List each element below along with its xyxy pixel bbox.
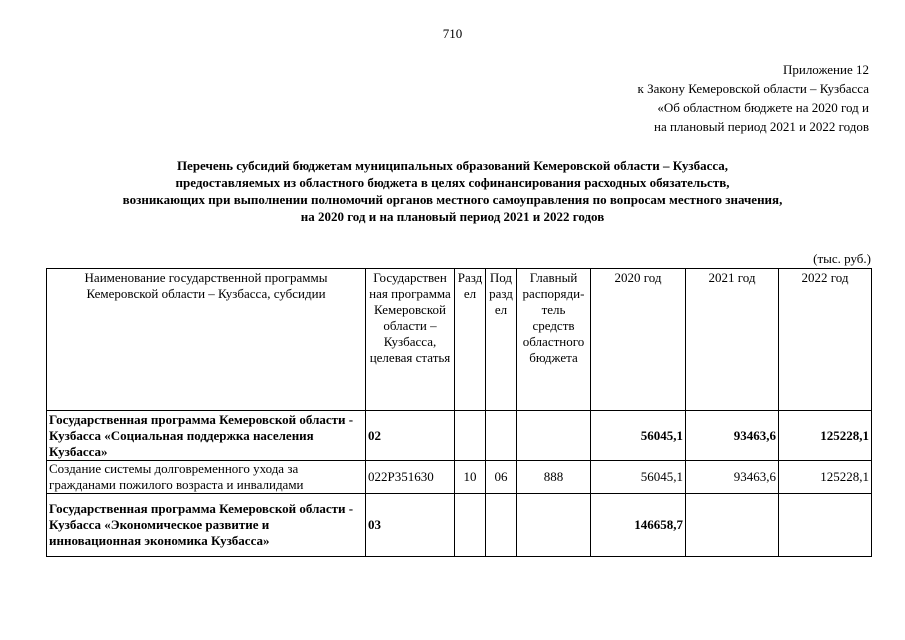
- cell-name: Государственная программа Кемеровской области - Кузбасса «Социальная поддержка населения Кузбасса»: [47, 411, 366, 461]
- title-line-1: Перечень субсидий бюджетам муниципальных образований Кемеровской области – Кузбасса,: [176, 158, 729, 173]
- cell-2022: 125228,1: [779, 411, 872, 461]
- cell-section: 10: [455, 461, 486, 494]
- cell-2020: 56045,1: [591, 411, 686, 461]
- cell-2022: 125228,1: [779, 461, 872, 494]
- cell-subsection: [486, 494, 517, 557]
- header-2021: 2021 год: [686, 269, 779, 411]
- cell-program: 022P351630: [366, 461, 455, 494]
- units-label: (тыс. руб.): [813, 251, 871, 266]
- appendix-line-1: Приложение 12: [782, 62, 869, 77]
- cell-name: Создание системы долговременного ухода за гражданами пожилого возраста и инвалидами: [47, 461, 366, 494]
- cell-program: 03: [366, 494, 455, 557]
- header-2022: 2022 год: [779, 269, 872, 411]
- appendix-reference: [638, 60, 870, 136]
- table-row: [47, 494, 872, 557]
- appendix-line-3: «Об областном бюджете на 2020 год и: [657, 100, 869, 115]
- header-program: Государствен ная программа Кемеровской области – Кузбасса, целевая статья: [366, 269, 455, 411]
- cell-subsection: [486, 411, 517, 461]
- cell-manager: [517, 494, 591, 557]
- cell-name: Государственная программа Кемеровской области - Кузбасса «Экономическое развитие и инновационная экономика Кузбасса»: [47, 494, 366, 557]
- cell-2020: 56045,1: [591, 461, 686, 494]
- cell-section: [455, 494, 486, 557]
- title-line-3: возникающих при выполнении полномочий органов местного самоуправления по вопросам местного значения,: [122, 192, 783, 207]
- cell-2022: [779, 494, 872, 557]
- cell-subsection: 06: [486, 461, 517, 494]
- cell-program: 02: [366, 411, 455, 461]
- title-line-4: на 2020 год и на плановый период 2021 и 2022 годов: [300, 209, 605, 224]
- header-section: Разд ел: [455, 269, 486, 411]
- appendix-line-2: к Закону Кемеровской области – Кузбасса: [637, 81, 869, 96]
- document-title: [60, 157, 845, 225]
- table-header-row: [47, 269, 872, 411]
- header-2020: 2020 год: [591, 269, 686, 411]
- header-subsection: Под разд ел: [486, 269, 517, 411]
- header-name: Наименование государственной программы Кемеровской области – Кузбасса, субсидии: [47, 269, 366, 411]
- header-manager: Главный распоряди- тель средств областного бюджета: [517, 269, 591, 411]
- cell-2020: 146658,7: [591, 494, 686, 557]
- cell-section: [455, 411, 486, 461]
- title-line-2: предоставляемых из областного бюджета в целях софинансирования расходных обязательств,: [175, 175, 730, 190]
- cell-2021: 93463,6: [686, 411, 779, 461]
- cell-manager: [517, 411, 591, 461]
- appendix-line-4: на плановый период 2021 и 2022 годов: [654, 119, 869, 134]
- table-row: [47, 461, 872, 494]
- table-row: [47, 411, 872, 461]
- subsidy-table: [46, 268, 872, 557]
- cell-2021: 93463,6: [686, 461, 779, 494]
- cell-2021: [686, 494, 779, 557]
- cell-manager: 888: [517, 461, 591, 494]
- page-number: 710: [442, 26, 463, 41]
